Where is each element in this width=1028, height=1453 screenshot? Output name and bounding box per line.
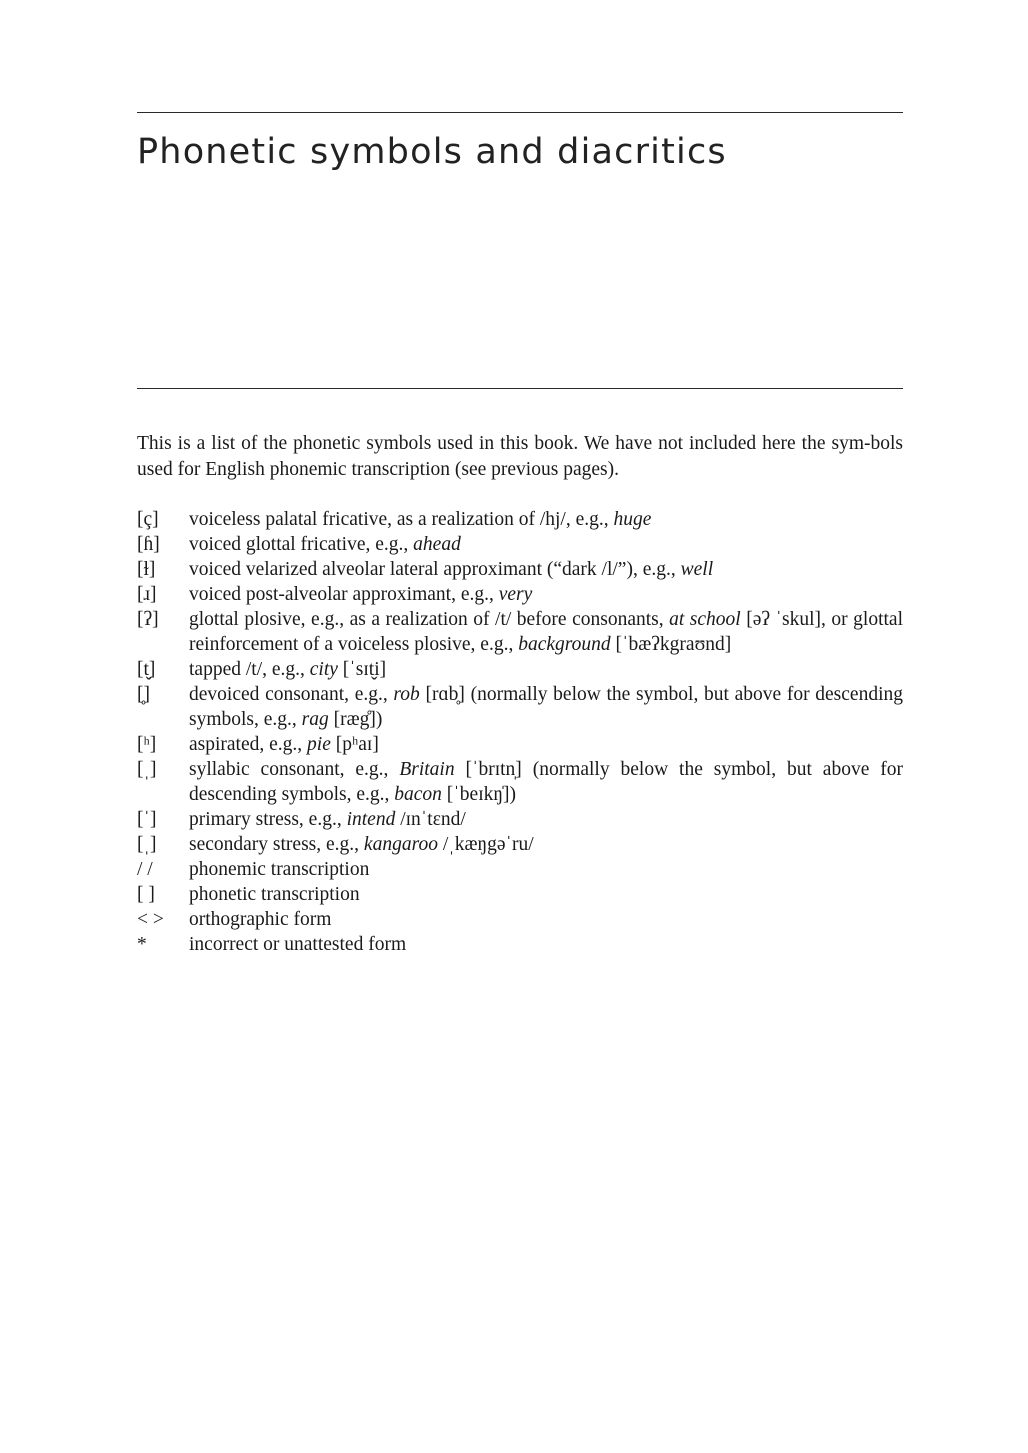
entry-description: phonemic transcription [189, 859, 370, 880]
list-item [137, 732, 903, 757]
list-item [137, 932, 903, 957]
entry-description: voiced glottal fricative, e.g., ahead [189, 534, 461, 555]
list-item [137, 757, 903, 807]
entry-symbol: [ɫ] [137, 559, 156, 580]
list-item [137, 907, 903, 932]
entry-symbol: [ˌ] [137, 759, 157, 780]
entry-description: voiceless palatal fricative, as a realization of /hj/, e.g., huge [189, 509, 652, 530]
entry-description: phonetic transcription [189, 884, 360, 905]
list-item [137, 657, 903, 682]
intro-paragraph: This is a list of the phonetic symbols used in this book. We have not included here the sym-bols used for English phonemic transcription (see previous pages). [137, 433, 903, 480]
list-item [137, 857, 903, 882]
entry-description: devoiced consonant, e.g., rob [rɑb̥] (normally below the symbol, but above for descending symbols, e.g., rag [ræg̊]) [189, 684, 903, 730]
entry-symbol: [ɦ] [137, 534, 160, 555]
list-item [137, 832, 903, 857]
entry-symbol: [ʰ] [137, 734, 157, 755]
entry-description: primary stress, e.g., intend /ɪnˈtɛnd/ [189, 809, 466, 830]
entry-description: orthographic form [189, 909, 332, 930]
list-item [137, 882, 903, 907]
entry-description: tapped /t/, e.g., city [ˈsɪt̬i] [189, 659, 387, 680]
entry-symbol: < > [137, 909, 164, 930]
entry-description: voiced velarized alveolar lateral approximant (“dark /l/”), e.g., well [189, 559, 714, 580]
entry-symbol: [ɹ] [137, 584, 157, 605]
entry-symbol: [ ] [137, 884, 155, 905]
entry-symbol: * [137, 934, 147, 955]
entry-symbol: [ʔ] [137, 609, 159, 630]
list-item [137, 682, 903, 732]
list-item [137, 557, 903, 582]
entry-description: voiced post-alveolar approximant, e.g., very [189, 584, 533, 605]
list-item [137, 507, 903, 532]
top-rule [137, 112, 903, 113]
entry-description: syllabic consonant, e.g., Britain [ˈbrɪtn̩] (normally below the symbol, but above for descending symbols, e.g., bacon [ˈbeɪkŋ̍]) [189, 759, 903, 805]
entry-description: glottal plosive, e.g., as a realization of /t/ before consonants, at school [əʔ ˈskul], or glottal reinforcement of a voiceless plosive, e.g., background [ˈbæʔkgraʊnd] [189, 609, 903, 655]
list-item [137, 532, 903, 557]
list-item [137, 582, 903, 607]
symbol-list [137, 507, 903, 957]
bottom-rule [137, 388, 903, 389]
list-item [137, 807, 903, 832]
page-title: Phonetic symbols and diacritics [137, 132, 727, 172]
entry-description: incorrect or unattested form [189, 934, 407, 955]
entry-description: secondary stress, e.g., kangaroo /ˌkæŋgəˈru/ [189, 834, 534, 855]
entry-symbol: [ˈ] [137, 809, 157, 830]
entry-description: aspirated, e.g., pie [pʰaɪ] [189, 734, 379, 755]
entry-symbol: [ç] [137, 509, 159, 530]
entry-symbol: / / [137, 859, 153, 880]
entry-symbol: [t̬] [137, 659, 156, 680]
list-item [137, 607, 903, 657]
entry-symbol: [̥] [137, 684, 150, 705]
entry-symbol: [ˌ] [137, 834, 157, 855]
